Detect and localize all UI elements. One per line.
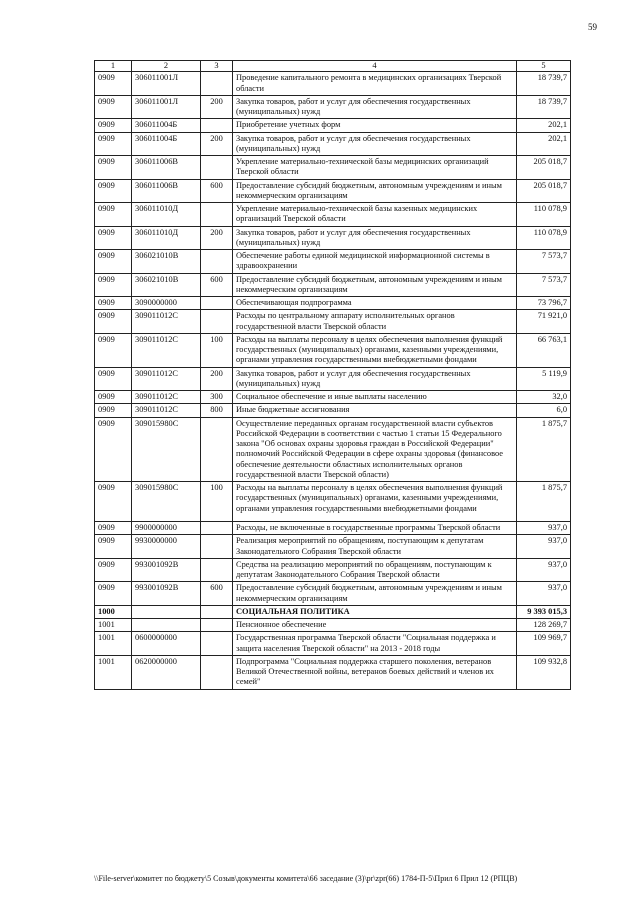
table-row bbox=[95, 226, 571, 250]
row-amount: 1 875,7 bbox=[517, 482, 571, 522]
row-name: Предоставление субсидий бюджетным, автономным учреждениям и иным некоммерческим организациям bbox=[233, 582, 517, 606]
row-name: Осуществление переданных органам государственной власти субъектов Российской Федерации в соответствии с частью 1 статьи 15 Федерального закона "Об основах охраны здоровья граждан в Российской Федерации" полномочий Российской Федерации в сфере охраны здоровья (финансовое обеспечение деятельности областных исполнительных органов государственной власти Тверской области) bbox=[233, 417, 517, 482]
row-amount: 937,0 bbox=[517, 582, 571, 606]
article-code: 0620000000 bbox=[132, 655, 201, 689]
expense-type-code: 100 bbox=[201, 333, 233, 367]
row-name: Укрепление материально-технической базы медицинских организаций Тверской области bbox=[233, 156, 517, 180]
article-code: 306011006В bbox=[132, 179, 201, 203]
section-code: 1001 bbox=[95, 619, 132, 632]
row-name: Расходы на выплаты персоналу в целях обеспечения выполнения функций государственных (муниципальных) органами, казенными учреждениями, органами управления государственными внебюджетными фондами bbox=[233, 333, 517, 367]
article-code: 306011004Б bbox=[132, 119, 201, 132]
article-code: 993001092В bbox=[132, 558, 201, 582]
expense-type-code bbox=[201, 535, 233, 559]
article-code: 306011010Д bbox=[132, 203, 201, 227]
row-name: Расходы, не включенные в государственные программы Тверской области bbox=[233, 522, 517, 535]
expense-type-code bbox=[201, 203, 233, 227]
table-row bbox=[95, 582, 571, 606]
row-amount: 110 078,9 bbox=[517, 203, 571, 227]
expense-type-code bbox=[201, 655, 233, 689]
section-code: 0909 bbox=[95, 558, 132, 582]
section-code: 0909 bbox=[95, 72, 132, 96]
row-amount: 109 932,8 bbox=[517, 655, 571, 689]
budget-table bbox=[94, 60, 571, 690]
expense-type-code bbox=[201, 297, 233, 310]
article-code: 993001092В bbox=[132, 582, 201, 606]
header-row bbox=[95, 61, 571, 72]
table-row bbox=[95, 535, 571, 559]
row-amount: 110 078,9 bbox=[517, 226, 571, 250]
table-row bbox=[95, 333, 571, 367]
section-code: 0909 bbox=[95, 250, 132, 274]
table-row bbox=[95, 72, 571, 96]
section-code: 0909 bbox=[95, 119, 132, 132]
section-code: 0909 bbox=[95, 482, 132, 522]
row-amount: 937,0 bbox=[517, 522, 571, 535]
row-amount: 937,0 bbox=[517, 535, 571, 559]
row-name: Закупка товаров, работ и услуг для обеспечения государственных (муниципальных) нужд bbox=[233, 95, 517, 119]
table-row bbox=[95, 156, 571, 180]
table-row bbox=[95, 619, 571, 632]
table-row bbox=[95, 558, 571, 582]
row-amount: 18 739,7 bbox=[517, 95, 571, 119]
expense-type-code bbox=[201, 72, 233, 96]
row-name: Обеспечение работы единой медицинской информационной системы в здравоохранении bbox=[233, 250, 517, 274]
article-code: 9900000000 bbox=[132, 522, 201, 535]
row-amount: 9 393 015,3 bbox=[517, 605, 571, 618]
row-amount: 202,1 bbox=[517, 132, 571, 156]
row-amount: 109 969,7 bbox=[517, 632, 571, 656]
row-amount: 937,0 bbox=[517, 558, 571, 582]
row-name: Иные бюджетные ассигнования bbox=[233, 404, 517, 417]
row-amount: 5 119,9 bbox=[517, 367, 571, 391]
article-code: 9930000000 bbox=[132, 535, 201, 559]
expense-type-code: 200 bbox=[201, 226, 233, 250]
table-row bbox=[95, 605, 571, 618]
article-code: 309015980С bbox=[132, 482, 201, 522]
expense-type-code: 200 bbox=[201, 95, 233, 119]
expense-type-code bbox=[201, 632, 233, 656]
section-code: 0909 bbox=[95, 297, 132, 310]
expense-type-code: 100 bbox=[201, 482, 233, 522]
row-name: Закупка товаров, работ и услуг для обеспечения государственных (муниципальных) нужд bbox=[233, 367, 517, 391]
table-row bbox=[95, 203, 571, 227]
row-amount: 202,1 bbox=[517, 119, 571, 132]
column-header: 4 bbox=[233, 61, 517, 72]
row-amount: 205 018,7 bbox=[517, 179, 571, 203]
row-amount: 73 796,7 bbox=[517, 297, 571, 310]
article-code: 306011001Л bbox=[132, 72, 201, 96]
row-name: Пенсионное обеспечение bbox=[233, 619, 517, 632]
section-code: 0909 bbox=[95, 522, 132, 535]
section-code: 0909 bbox=[95, 333, 132, 367]
row-amount: 7 573,7 bbox=[517, 273, 571, 297]
section-code: 1000 bbox=[95, 605, 132, 618]
section-code: 0909 bbox=[95, 417, 132, 482]
table-row bbox=[95, 250, 571, 274]
row-amount: 71 921,0 bbox=[517, 310, 571, 334]
column-header: 5 bbox=[517, 61, 571, 72]
row-amount: 6,0 bbox=[517, 404, 571, 417]
page-number: 59 bbox=[588, 22, 597, 32]
row-name: Средства на реализацию мероприятий по обращениям, поступающим к депутатам Законодательного Собрания Тверской области bbox=[233, 558, 517, 582]
article-code: 306011001Л bbox=[132, 95, 201, 119]
article-code: 0600000000 bbox=[132, 632, 201, 656]
section-code: 0909 bbox=[95, 226, 132, 250]
column-header: 3 bbox=[201, 61, 233, 72]
expense-type-code: 300 bbox=[201, 391, 233, 404]
row-name: Предоставление субсидий бюджетным, автономным учреждениям и иным некоммерческим организациям bbox=[233, 273, 517, 297]
article-code bbox=[132, 619, 201, 632]
table-row bbox=[95, 632, 571, 656]
row-amount: 205 018,7 bbox=[517, 156, 571, 180]
row-name: Приобретение учетных форм bbox=[233, 119, 517, 132]
table-row bbox=[95, 391, 571, 404]
article-code: 309015980С bbox=[132, 417, 201, 482]
section-code: 0909 bbox=[95, 535, 132, 559]
row-name: Подпрограмма "Социальная поддержка старшего поколения, ветеранов Великой Отечественной войны, ветеранов боевых действий и членов их семей" bbox=[233, 655, 517, 689]
row-name: Расходы по центральному аппарату исполнительных органов государственной власти Тверской области bbox=[233, 310, 517, 334]
section-code: 0909 bbox=[95, 391, 132, 404]
file-path-footer: \\File-server\комитет по бюджету\5 Созыв\документы комитета\66 заседание (3)\pr\zpr(66) 1784-П-5\Прил 6 Прил 12 (РПЦВ) bbox=[94, 874, 518, 883]
table-row bbox=[95, 119, 571, 132]
row-amount: 7 573,7 bbox=[517, 250, 571, 274]
section-code: 0909 bbox=[95, 404, 132, 417]
row-name: Расходы на выплаты персоналу в целях обеспечения выполнения функций государственных (муниципальных) органами, казенными учреждениями, органами управления государственными внебюджетными фондами bbox=[233, 482, 517, 522]
expense-type-code bbox=[201, 522, 233, 535]
expense-type-code: 800 bbox=[201, 404, 233, 417]
table-row bbox=[95, 273, 571, 297]
row-name: Укрепление материально-технической базы казенных медицинских организаций Тверской области bbox=[233, 203, 517, 227]
section-code: 0909 bbox=[95, 132, 132, 156]
expense-type-code bbox=[201, 156, 233, 180]
row-amount: 128 269,7 bbox=[517, 619, 571, 632]
article-code: 309011012С bbox=[132, 404, 201, 417]
table-row bbox=[95, 179, 571, 203]
expense-type-code bbox=[201, 558, 233, 582]
row-amount: 18 739,7 bbox=[517, 72, 571, 96]
article-code bbox=[132, 605, 201, 618]
expense-type-code: 600 bbox=[201, 179, 233, 203]
row-name: Закупка товаров, работ и услуг для обеспечения государственных (муниципальных) нужд bbox=[233, 132, 517, 156]
section-code: 0909 bbox=[95, 582, 132, 606]
expense-type-code bbox=[201, 310, 233, 334]
article-code: 3090000000 bbox=[132, 297, 201, 310]
expense-type-code bbox=[201, 605, 233, 618]
expense-type-code bbox=[201, 250, 233, 274]
table-row bbox=[95, 297, 571, 310]
article-code: 309011012С bbox=[132, 367, 201, 391]
expense-type-code bbox=[201, 417, 233, 482]
article-code: 306021010В bbox=[132, 250, 201, 274]
row-name: Закупка товаров, работ и услуг для обеспечения государственных (муниципальных) нужд bbox=[233, 226, 517, 250]
row-name: Обеспечивающая подпрограмма bbox=[233, 297, 517, 310]
row-name: Проведение капитального ремонта в медицинских организациях Тверской области bbox=[233, 72, 517, 96]
article-code: 306011010Д bbox=[132, 226, 201, 250]
table-row bbox=[95, 655, 571, 689]
article-code: 306011006В bbox=[132, 156, 201, 180]
section-code: 0909 bbox=[95, 310, 132, 334]
column-header: 2 bbox=[132, 61, 201, 72]
table-row bbox=[95, 482, 571, 522]
row-name: Реализация мероприятий по обращениям, поступающим к депутатам Законодательного Собрания Тверской области bbox=[233, 535, 517, 559]
expense-type-code: 600 bbox=[201, 582, 233, 606]
section-code: 1001 bbox=[95, 632, 132, 656]
article-code: 309011012С bbox=[132, 333, 201, 367]
row-name: Социальное обеспечение и иные выплаты населению bbox=[233, 391, 517, 404]
article-code: 309011012С bbox=[132, 391, 201, 404]
section-code: 0909 bbox=[95, 273, 132, 297]
table-row bbox=[95, 404, 571, 417]
expense-type-code: 600 bbox=[201, 273, 233, 297]
expense-type-code: 200 bbox=[201, 367, 233, 391]
row-name: Предоставление субсидий бюджетным, автономным учреждениям и иным некоммерческим организациям bbox=[233, 179, 517, 203]
row-amount: 1 875,7 bbox=[517, 417, 571, 482]
expense-type-code bbox=[201, 119, 233, 132]
table-row bbox=[95, 310, 571, 334]
expense-type-code: 200 bbox=[201, 132, 233, 156]
article-code: 306021010В bbox=[132, 273, 201, 297]
row-amount: 32,0 bbox=[517, 391, 571, 404]
table-row bbox=[95, 417, 571, 482]
section-code: 0909 bbox=[95, 156, 132, 180]
section-code: 0909 bbox=[95, 203, 132, 227]
article-code: 309011012С bbox=[132, 310, 201, 334]
expense-type-code bbox=[201, 619, 233, 632]
section-code: 1001 bbox=[95, 655, 132, 689]
table-row bbox=[95, 522, 571, 535]
section-code: 0909 bbox=[95, 179, 132, 203]
table-body bbox=[95, 72, 571, 689]
table-row bbox=[95, 95, 571, 119]
article-code: 306011004Б bbox=[132, 132, 201, 156]
column-header: 1 bbox=[95, 61, 132, 72]
table-row bbox=[95, 132, 571, 156]
section-code: 0909 bbox=[95, 367, 132, 391]
row-amount: 66 763,1 bbox=[517, 333, 571, 367]
row-name: Государственная программа Тверской области "Социальная поддержка и защита населения Тверской области" на 2013 - 2018 годы bbox=[233, 632, 517, 656]
row-name: СОЦИАЛЬНАЯ ПОЛИТИКА bbox=[233, 605, 517, 618]
table-row bbox=[95, 367, 571, 391]
section-code: 0909 bbox=[95, 95, 132, 119]
